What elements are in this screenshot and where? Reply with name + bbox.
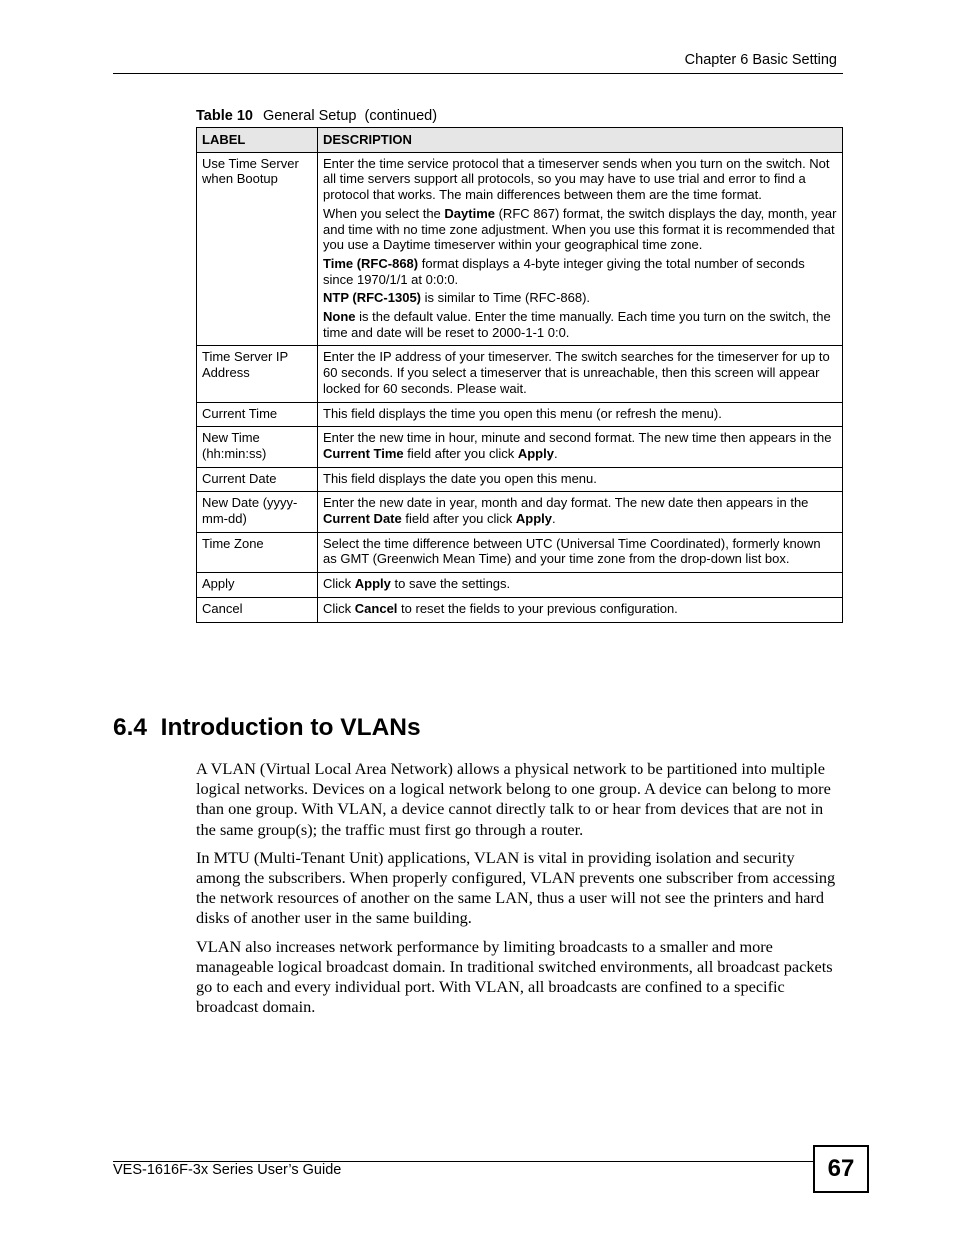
description-paragraph xyxy=(323,495,837,526)
chapter-title: Chapter 6 Basic Setting xyxy=(684,52,837,68)
text-run: Click xyxy=(323,576,355,592)
body-paragraph: A VLAN (Virtual Local Area Network) allows a physical network to be partitioned into multiple logical networks. Devices on a logical network belong to one group. A device can belong to more than one group. With VLAN, a device cannot directly talk to or hear from devices that are not in the same group(s); the traffic must first go through a router. xyxy=(196,759,831,839)
text-run: is the default value. Enter the time manually. Each time you turn on the switch, the time and date will be reset to 2000-1-1 0:0. xyxy=(323,309,831,340)
text-run: When you select the xyxy=(323,205,445,221)
description-paragraph xyxy=(323,290,837,306)
table-row xyxy=(197,427,843,467)
table-title: General Setup (continued) xyxy=(262,108,438,124)
row-label: Time Server IP Address xyxy=(197,346,318,402)
row-label: Current Date xyxy=(197,467,318,492)
table-row xyxy=(197,597,843,622)
row-description xyxy=(318,492,843,532)
text-run: Enter the time service protocol that a timeserver sends when you turn on the switch. Not all time servers support all protocols, so you may have to use trial and error to find a protocol that works. The main differences between them are the time format. xyxy=(323,155,830,203)
description-paragraph xyxy=(323,601,837,617)
table-row xyxy=(197,532,843,572)
row-label: Current Time xyxy=(197,402,318,427)
table-body xyxy=(197,152,843,622)
text-run: Enter the IP address of your timeserver. The switch searches for the timeserver for up to 60 seconds. If you select a timeserver that is unreachable, then this screen will appear locked for 60 seconds. Please wait. xyxy=(323,349,830,396)
row-description xyxy=(318,402,843,427)
text-run: field after you click xyxy=(401,511,516,527)
description-paragraph xyxy=(323,156,837,203)
column-header-description: DESCRIPTION xyxy=(318,128,843,153)
row-description xyxy=(318,532,843,572)
bold-term: Daytime xyxy=(444,205,495,221)
text-run: Select the time difference between UTC (Universal Time Coordinated), formerly known as GMT (Greenwich Mean Time) and your time zone from the drop-down list box. xyxy=(323,535,821,567)
bold-term: Time (RFC-868) xyxy=(323,255,419,271)
page-number: 67 xyxy=(813,1145,869,1193)
text-run: Enter the new date in year, month and day format. The new date then appears in the xyxy=(323,495,809,511)
section-heading: 6.4 Introduction to VLANs xyxy=(113,714,421,741)
text-run: to reset the fields to your previous configuration. xyxy=(397,600,678,616)
column-header-label: LABEL xyxy=(197,128,318,153)
table-header-row xyxy=(197,128,843,153)
table-row xyxy=(197,402,843,427)
text-run: to save the settings. xyxy=(390,576,511,592)
text-run: format displays a 4-byte integer giving the total number of seconds since 1970/1/1 at 0:0:0. xyxy=(323,255,805,287)
text-run: (RFC 867) format, the switch displays the day, month, year and time with no time zone adjustment. When you use this format it is recommended that you use a Daytime timeserver within your geographical time zone. xyxy=(323,205,837,253)
bold-term: None xyxy=(323,309,356,325)
text-run: field after you click xyxy=(403,445,518,461)
description-paragraph xyxy=(323,349,837,396)
description-paragraph xyxy=(323,406,837,422)
row-description xyxy=(318,597,843,622)
bold-term: Apply xyxy=(515,511,553,527)
description-paragraph xyxy=(323,206,837,253)
guide-title: VES-1616F-3x Series User’s Guide xyxy=(113,1162,342,1178)
row-label: New Time (hh:min:ss) xyxy=(197,427,318,467)
bold-term: Cancel xyxy=(354,600,398,616)
text-run: This field displays the date you open this menu. xyxy=(323,470,597,486)
row-label: Apply xyxy=(197,573,318,598)
text-run: This field displays the time you open this menu (or refresh the menu). xyxy=(323,405,722,421)
description-paragraph xyxy=(323,536,837,567)
row-label: New Date (yyyy-mm-dd) xyxy=(197,492,318,532)
text-run: Click xyxy=(323,600,355,616)
bold-term: NTP (RFC-1305) xyxy=(323,290,422,306)
description-paragraph xyxy=(323,256,837,287)
bold-term: Current Date xyxy=(323,511,402,527)
table-row xyxy=(197,573,843,598)
body-paragraph: VLAN also increases network performance by limiting broadcasts to a smaller and more manageable logical broadcast domain. In traditional switched environments, all broadcast packets go to each and every individual port. With VLAN, all broadcasts are confined to a specific broadcast domain. xyxy=(196,936,833,1017)
row-description xyxy=(318,573,843,598)
body-paragraph: In MTU (Multi-Tenant Unit) applications, VLAN is vital in providing isolation and security among the subscribers. When properly configured, VLAN prevents one subscriber from accessing the network resources of another on the same LAN, thus a user will not see the printers and hard disks of another user in the same building. xyxy=(196,847,836,928)
text-run: is similar to Time (RFC-868). xyxy=(421,290,591,306)
header-rule xyxy=(113,73,843,74)
text-run: Enter the new time in hour, minute and second format. The new time then appears in the xyxy=(323,430,832,446)
table-row xyxy=(197,492,843,532)
row-label: Use Time Server when Bootup xyxy=(197,152,318,346)
row-description xyxy=(318,152,843,346)
row-description xyxy=(318,427,843,467)
description-paragraph xyxy=(323,576,837,592)
table-row xyxy=(197,152,843,346)
description-paragraph xyxy=(323,309,837,340)
table-caption xyxy=(196,108,437,124)
bold-term: Current Time xyxy=(323,445,404,461)
description-paragraph xyxy=(323,471,837,487)
section-body xyxy=(196,759,836,1025)
text-run: . xyxy=(552,511,556,527)
text-run: . xyxy=(553,445,558,461)
row-label: Time Zone xyxy=(197,532,318,572)
bold-term: Apply xyxy=(354,576,391,592)
table-number: Table 10 xyxy=(196,108,253,124)
row-description xyxy=(318,346,843,402)
row-label: Cancel xyxy=(197,597,318,622)
table-row xyxy=(197,467,843,492)
table-row xyxy=(197,346,843,402)
description-paragraph xyxy=(323,430,837,461)
general-setup-table xyxy=(196,127,843,623)
row-description xyxy=(318,467,843,492)
bold-term: Apply xyxy=(517,445,554,461)
